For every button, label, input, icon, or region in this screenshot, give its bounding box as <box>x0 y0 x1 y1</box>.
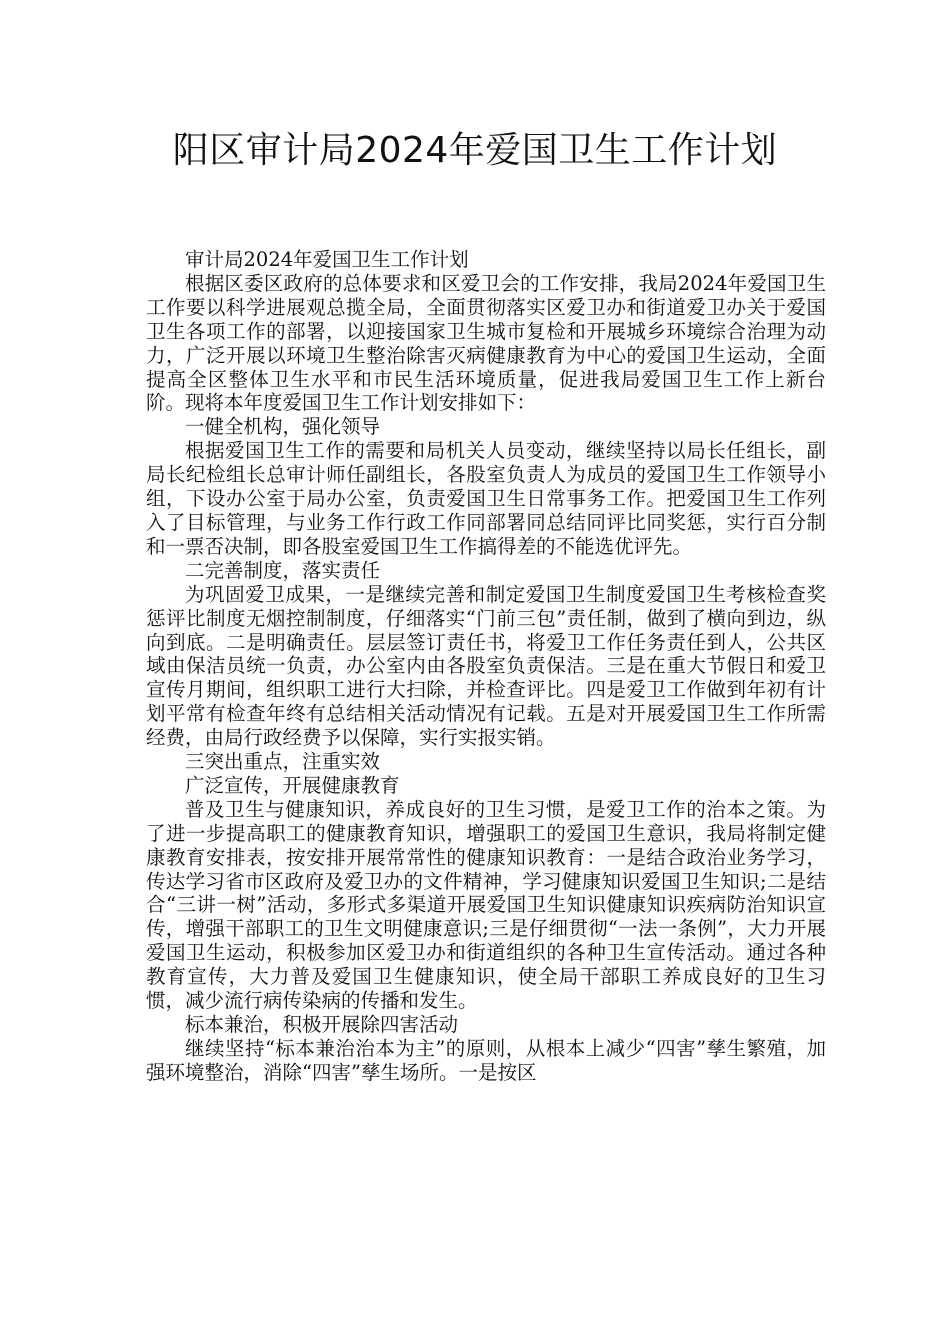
section-heading-3: 三突出重点，注重实效 <box>185 750 381 774</box>
paragraph-section-1: 根据爱国卫生工作的需要和局机关人员变动，继续坚持以局长任组长，副局长纪检组长总审计师任副组长，各股室负责人为成员的爱国卫生工作领导小组，下设办公室于局办公室，负责爱国卫生日常事务工作。把爱国卫生工作列入了目标管理，与业务工作行政工作同部署同总结同评比同奖惩，实行百分制和一票否决制，即各股室爱国卫生工作搞得差的不能选优评先。 <box>146 439 826 558</box>
paragraph-subtitle: 审计局2024年爱国卫生工作计划 <box>185 248 469 271</box>
paragraph-subsection-1: 普及卫生与健康知识，养成良好的卫生习惯，是爱卫工作的治本之策。为了进一步提高职工的健康教育知识，增强职工的爱国卫生意识，我局将制定健康教育安排表，按安排开展常常性的健康知识教育：一是结合政治业务学习，传达学习省市区政府及爱卫办的文件精神，学习健康知识爱国卫生知识;二是结合“三讲一树”活动，多形式多渠道开展爱国卫生知识健康知识疾病防治知识宣传，增强干部职工的卫生文明健康意识;三是仔细贯彻“一法一条例”，大力开展爱国卫生运动，积极参加区爱卫办和街道组织的各种卫生宣传活动。通过各种教育宣传，大力普及爱国卫生健康知识，使全局干部职工养成良好的卫生习惯，减少流行病传染病的传播和发生。 <box>146 797 826 1013</box>
section-heading-2: 二完善制度，落实责任 <box>185 558 381 582</box>
document-body <box>146 248 826 1085</box>
paragraph-section-2: 为巩固爱卫成果，一是继续完善和制定爱国卫生制度爱国卫生考核检查奖惩评比制度无烟控制制度，仔细落实“门前三包”责任制，做到了横向到边，纵向到底。二是明确责任。层层签订责任书，将爱卫工作任务责任到人，公共区域由保洁员统一负责，办公室内由各股室负责保洁。三是在重大节假日和爱卫宣传月期间，组织职工进行大扫除，并检查评比。四是爱卫工作做到年初有计划平常有检查年终有总结相关活动情况有记载。五是对开展爱国卫生工作所需经费，由局行政经费予以保障，实行实报实销。 <box>146 582 826 750</box>
paragraph-intro: 根据区委区政府的总体要求和区爱卫会的工作安排，我局2024年爱国卫生工作要以科学进展观总揽全局，全面贯彻落实区爱卫办和街道爱卫办关于爱国卫生各项工作的部署，以迎接国家卫生城市复检和开展城乡环境综合治理为动力，广泛开展以环境卫生整治除害灭病健康教育为中心的爱国卫生运动，全面提高全区整体卫生水平和市民生活环境质量，促进我局爱国卫生工作上新台阶。现将本年度爱国卫生工作计划安排如下： <box>146 271 826 415</box>
section-heading-1: 一健全机构，强化领导 <box>185 415 381 439</box>
subsection-heading-1: 广泛宣传，开展健康教育 <box>185 773 400 797</box>
document-title: 阳区审计局2024年爱国卫生工作计划 <box>172 130 778 171</box>
paragraph-subsection-2: 继续坚持“标本兼治治本为主”的原则，从根本上减少“四害”孳生繁殖，加强环境整治，消除“四害”孳生场所。一是按区 <box>146 1036 826 1084</box>
subsection-heading-2: 标本兼治，积极开展除四害活动 <box>185 1013 459 1036</box>
